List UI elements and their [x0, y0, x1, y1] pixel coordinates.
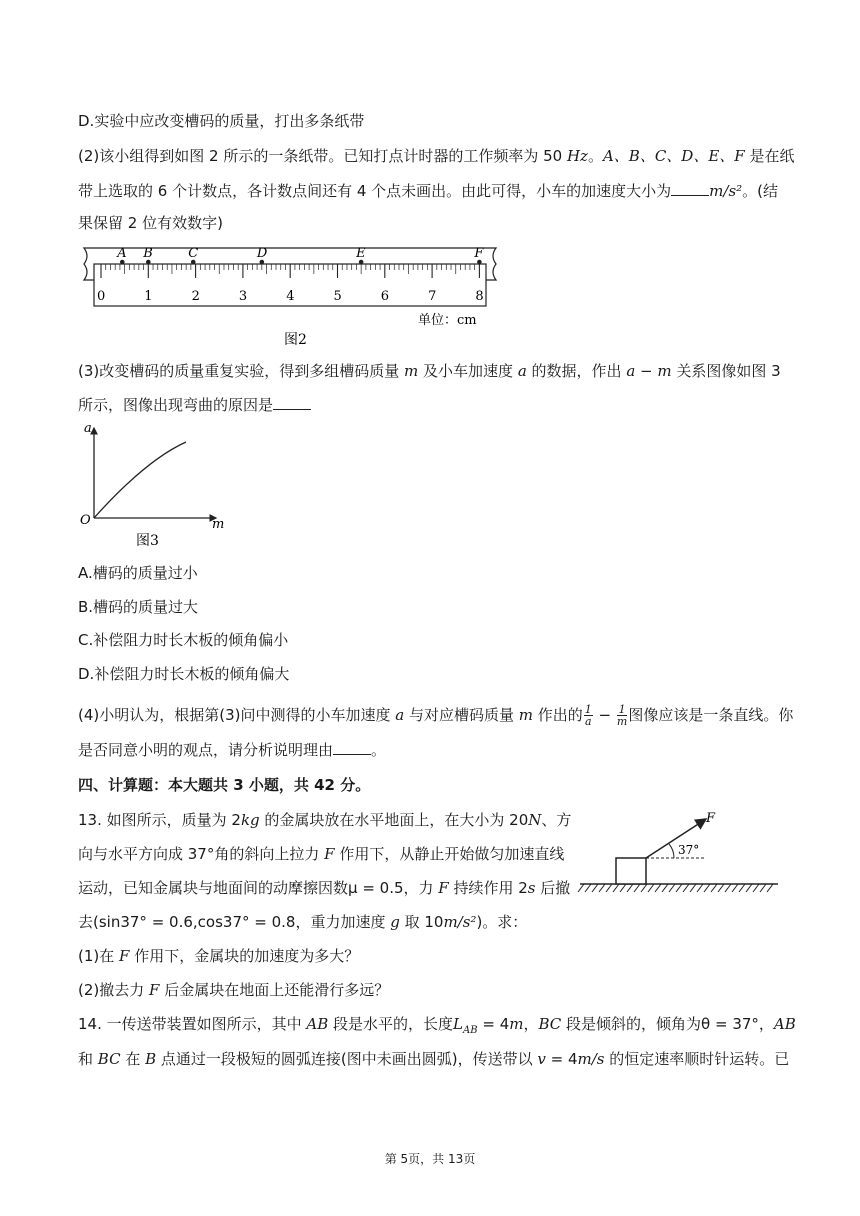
- text: 作用下，金属块的加速度为多大？: [129, 947, 360, 965]
- text: = 4: [477, 1015, 510, 1033]
- var: a: [395, 706, 405, 724]
- text: 果保留 2 位有效数字): [78, 214, 223, 232]
- text: B.槽码的质量过大: [78, 598, 199, 616]
- unit: s: [527, 879, 536, 897]
- text: 图像应该是一条直线。你: [628, 706, 794, 724]
- text: 、方: [541, 811, 572, 829]
- option-d: [78, 664, 289, 684]
- text: (2)撤去力: [78, 981, 150, 999]
- figure-q13-block: [574, 808, 784, 900]
- tape-point-label: C: [188, 246, 199, 261]
- text: 所示，图像出现弯曲的原因是: [78, 396, 274, 414]
- var: v: [537, 1050, 546, 1068]
- tape-point-label: D: [256, 246, 268, 261]
- text: 段是水平的，长度: [328, 1015, 454, 1033]
- text: 带上选取的 6 个计数点，各计数点间还有 4 个点未画出。由此可得，小车的加速度大小为: [78, 182, 672, 200]
- force-label: F: [706, 811, 716, 826]
- hatch-line: [606, 884, 612, 892]
- hatch-line: [578, 884, 584, 892]
- text: 与对应槽码质量: [404, 706, 519, 724]
- figure-caption: 图2: [284, 332, 307, 348]
- hatch-line: [620, 884, 626, 892]
- text: 后撤: [535, 879, 571, 897]
- q13-line4: [78, 912, 527, 932]
- text: 去(sin37° = 0.6,cos37° = 0.8，重力加速度: [78, 913, 391, 931]
- q13-sub1: [78, 946, 359, 966]
- text: 向与水平方向成 37°角的斜向上拉力: [78, 845, 325, 863]
- ruler-scale-label: 6: [380, 289, 390, 304]
- unit: m/s²: [443, 913, 477, 931]
- hatch-line: [711, 884, 717, 892]
- figure-3-graph: [76, 420, 236, 555]
- hatch-line: [697, 884, 703, 892]
- text: 14. 一传送带装置如图所示，其中: [78, 1015, 307, 1033]
- var: m: [518, 706, 533, 724]
- hatch-line: [613, 884, 619, 892]
- hatch-line: [648, 884, 654, 892]
- y-label: a: [84, 421, 92, 436]
- var: g: [390, 913, 400, 931]
- text: 点通过一段极短的圆弧连接(图中未画出圆弧)，传送带以: [156, 1050, 538, 1068]
- var: BC: [538, 1015, 562, 1033]
- text: 作出的: [533, 706, 583, 724]
- var: F: [119, 947, 130, 965]
- var: F: [438, 879, 449, 897]
- hatch-line: [739, 884, 745, 892]
- text: A.槽码的质量过小: [78, 564, 198, 582]
- q13-line2: [78, 844, 564, 864]
- hatch-line: [669, 884, 675, 892]
- hatch-line: [690, 884, 696, 892]
- text: 关系图像如图 3: [671, 362, 781, 380]
- answer-blank[interactable]: [671, 181, 709, 196]
- hatch-line: [753, 884, 759, 892]
- unit: N: [528, 811, 542, 829]
- q14-line1: [78, 1014, 796, 1041]
- q4-line1: (4)小明认为，根据第(3)问中测得的小车加速度 a 与对应槽码质量 m 作出的 $\frac{1}{a}$ − $\frac{1}{m}$ 图像应该是一条直线。你: [78, 703, 794, 728]
- text: 在: [120, 1050, 146, 1068]
- text: 运动，已知金属块与地面间的动摩擦因数μ = 0.5，力: [78, 879, 439, 897]
- hatch-line: [767, 884, 773, 892]
- hatch-line: [683, 884, 689, 892]
- text: (2)该小组得到如图 2 所示的一条纸带。已知打点计时器的工作频率为 50: [78, 147, 567, 165]
- option-b: [78, 597, 198, 617]
- section-heading: [78, 775, 370, 795]
- tape-point-label: E: [356, 246, 366, 261]
- text: D.实验中应改变槽码的质量，打出多条纸带: [78, 112, 365, 130]
- paper-tape: [84, 246, 496, 306]
- q13-sub2: [78, 980, 389, 1000]
- ruler-scale-label: 4: [286, 289, 295, 304]
- page-footer: 第 5页，共 13页: [384, 1152, 476, 1166]
- numerator: 1: [584, 703, 592, 716]
- q13-line1: [78, 810, 571, 830]
- text: 四、计算题：本大题共 3 小题，共 42 分。: [78, 776, 371, 794]
- angle-arc: [669, 844, 674, 858]
- unit-hz: Hz: [566, 147, 588, 165]
- q14-line2: [78, 1049, 789, 1069]
- hatch-line: [676, 884, 682, 892]
- q4-line2: [78, 740, 386, 760]
- text: 持续作用 2: [448, 879, 528, 897]
- subscript: AB: [463, 1025, 478, 1036]
- var: AB: [773, 1015, 796, 1033]
- ruler-scale-label: 5: [333, 289, 342, 304]
- hatch-line: [592, 884, 598, 892]
- text: ，: [523, 1015, 539, 1033]
- ruler-scale-label: 7: [428, 289, 437, 304]
- hatch-line: [627, 884, 633, 892]
- text: (3)改变槽码的质量重复实验，得到多组槽码质量: [78, 362, 405, 380]
- text: 。(结: [742, 182, 779, 200]
- figure-2-tape: [76, 240, 506, 352]
- text: D.补偿阻力时长木板的倾角偏大: [78, 665, 290, 683]
- text: (1)在: [78, 947, 120, 965]
- point-labels: A、B、C、D、E、F: [602, 147, 745, 165]
- expr: a − m: [626, 362, 672, 380]
- hatch-line: [634, 884, 640, 892]
- fraction-1-over-a: [584, 704, 593, 727]
- text: 作用下，从静止开始做匀加速直线: [334, 845, 565, 863]
- hatch-line: [718, 884, 724, 892]
- unit: m/s²: [709, 182, 743, 200]
- hatch-line: [585, 884, 591, 892]
- text: 和: [78, 1050, 98, 1068]
- hatch-line: [704, 884, 710, 892]
- unit: m: [509, 1015, 524, 1033]
- q2-line1: [78, 146, 794, 166]
- ruler-scale-label: 8: [475, 289, 484, 304]
- hatch-line: [760, 884, 766, 892]
- var: B: [145, 1050, 157, 1068]
- text: 是在纸: [744, 147, 795, 165]
- origin-label: O: [80, 513, 91, 528]
- ruler-scale-label: 3: [238, 289, 248, 304]
- q3-line2: [78, 395, 311, 415]
- text: 的恒定速率顺时针运转。已: [604, 1050, 790, 1068]
- var: L: [453, 1015, 464, 1033]
- tape-point-label: B: [143, 246, 153, 261]
- tape-point-label: F: [474, 246, 484, 261]
- text: 的金属块放在水平地面上，在大小为 20: [259, 811, 529, 829]
- option-d-line1: [78, 111, 364, 131]
- var: AB: [306, 1015, 329, 1033]
- hatch-line: [732, 884, 738, 892]
- hatch-line: [641, 884, 647, 892]
- text: 的数据，作出: [526, 362, 627, 380]
- text: (4)小明认为，根据第(3)问中测得的小车加速度: [78, 706, 396, 724]
- q13-line3: [78, 878, 570, 898]
- text: 取 10: [399, 913, 444, 931]
- tape-point-label: A: [117, 246, 127, 261]
- text: C.补偿阻力时长木板的倾角偏小: [78, 631, 289, 649]
- metal-block: [616, 858, 646, 884]
- x-label: m: [212, 517, 225, 532]
- text: 是否同意小明的观点，请分析说明理由: [78, 741, 334, 759]
- denominator: a: [585, 715, 592, 728]
- var: F: [149, 981, 160, 999]
- numerator: 1: [618, 703, 626, 716]
- text: )。求：: [476, 913, 528, 931]
- unit: kg: [240, 811, 260, 829]
- fraction-1-over-m: [617, 704, 627, 727]
- option-a: [78, 563, 198, 583]
- var: a: [517, 362, 527, 380]
- text: 13. 如图所示，质量为 2: [78, 811, 241, 829]
- text: 及小车加速度: [418, 362, 518, 380]
- answer-blank[interactable]: [273, 395, 311, 410]
- denominator: m: [616, 715, 628, 728]
- hatch-line: [655, 884, 661, 892]
- var: m: [404, 362, 419, 380]
- hatch-line: [662, 884, 668, 892]
- text: 后金属块在地面上还能滑行多远？: [159, 981, 390, 999]
- unit-label: 单位：cm: [418, 313, 477, 328]
- hatch-line: [746, 884, 752, 892]
- answer-blank[interactable]: [333, 740, 371, 755]
- unit: m/s: [577, 1050, 605, 1068]
- text: 。: [587, 147, 603, 165]
- ruler-scale-label: 0: [97, 289, 106, 304]
- ruler-scale-label: 2: [191, 289, 200, 304]
- q3-line1: [78, 361, 781, 381]
- ground-hatch: [578, 884, 773, 892]
- option-c: [78, 630, 288, 650]
- text: 。: [371, 741, 387, 759]
- var: F: [324, 845, 335, 863]
- figure-caption: 图3: [136, 533, 159, 549]
- ruler-scale-label: 1: [144, 289, 153, 304]
- curve: [94, 442, 186, 518]
- hatch-line: [725, 884, 731, 892]
- text: = 4: [545, 1050, 578, 1068]
- text: 段是倾斜的，倾角为θ = 37°，: [561, 1015, 774, 1033]
- angle-label: 37°: [678, 843, 700, 857]
- q2-line2: [78, 181, 778, 201]
- q2-line3: [78, 213, 223, 233]
- hatch-line: [599, 884, 605, 892]
- var: BC: [97, 1050, 121, 1068]
